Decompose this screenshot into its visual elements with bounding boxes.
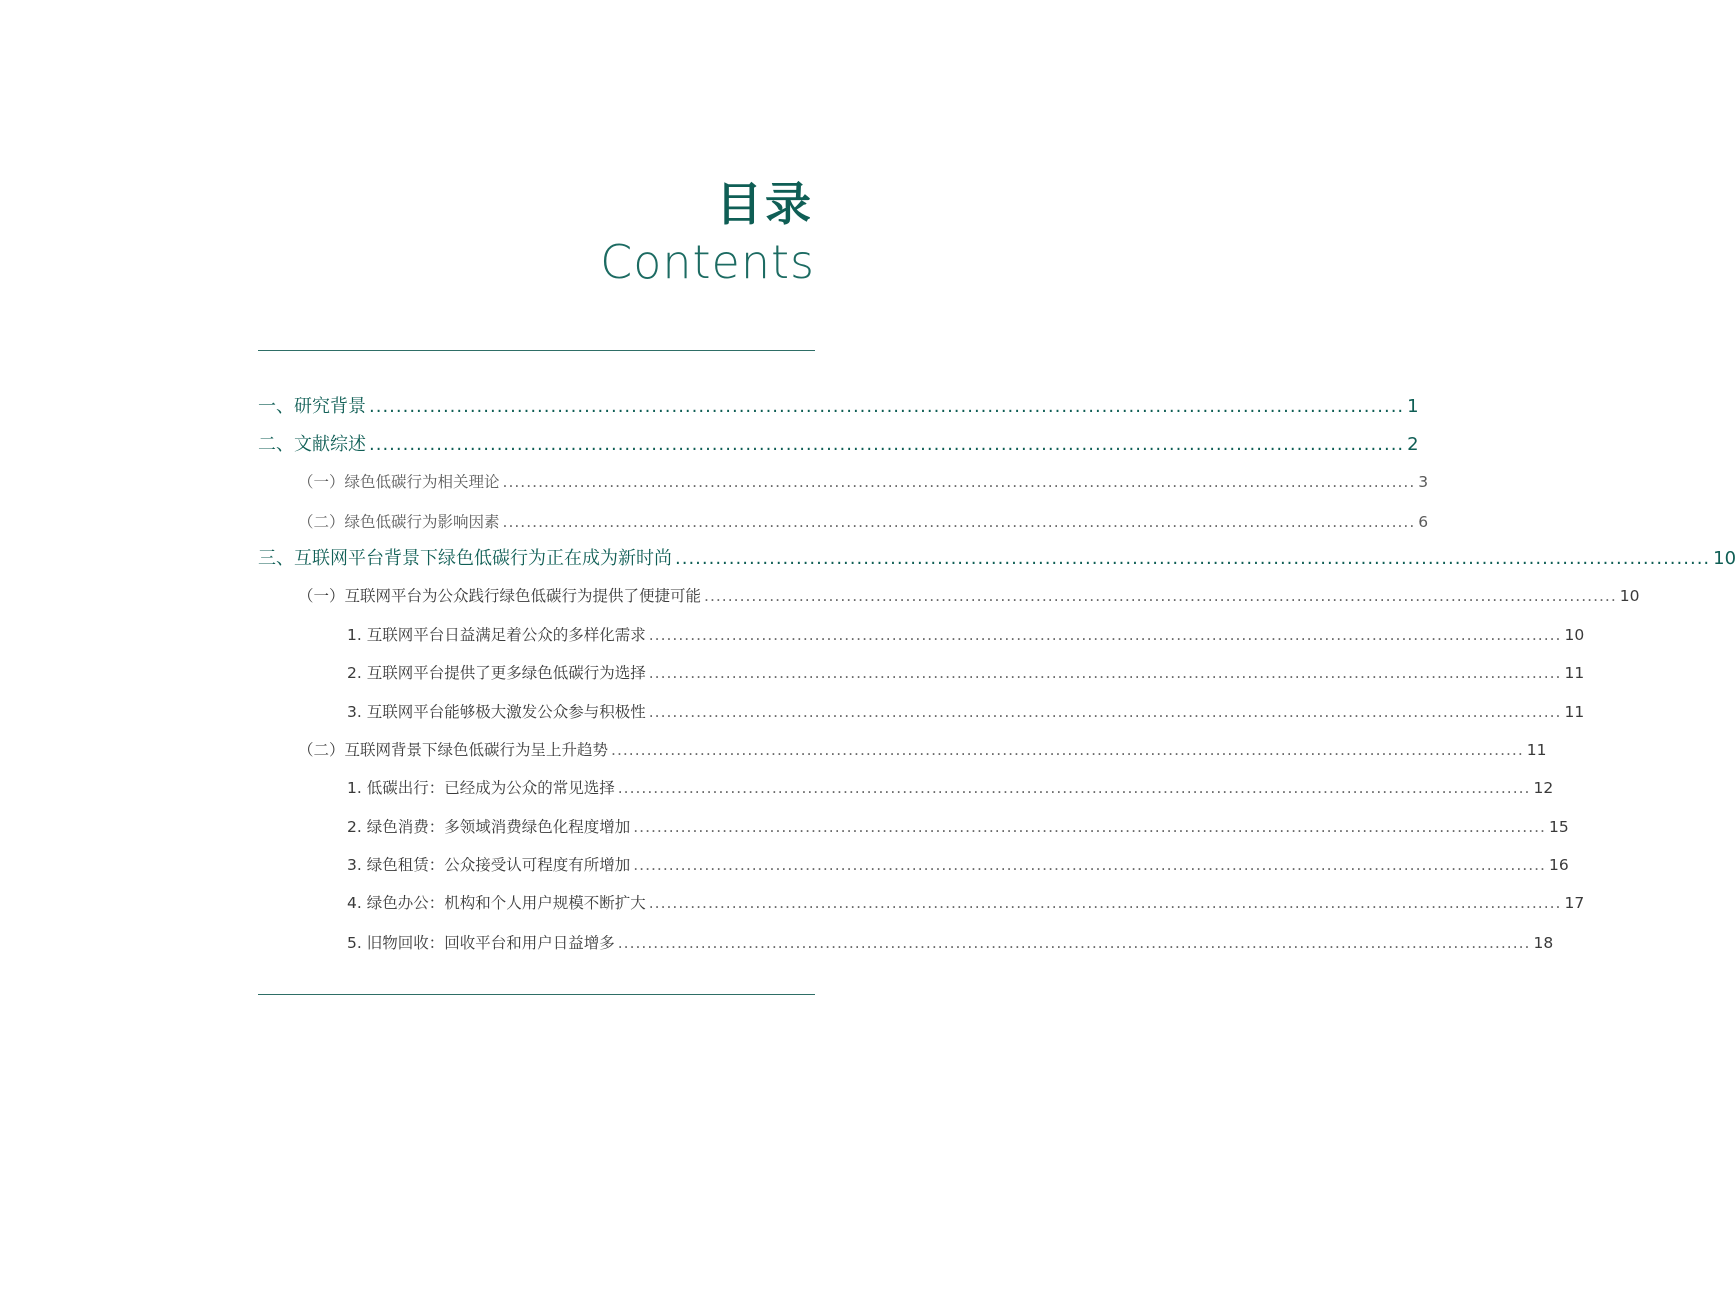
toc-page-number: 3: [1418, 473, 1429, 491]
toc-entry-title: 5. 旧物回收：回收平台和用户日益增多: [347, 934, 615, 952]
toc-page-number: 12: [1533, 779, 1554, 797]
page-title-chinese: 目录: [716, 177, 814, 231]
toc-entry-title: 3. 互联网平台能够极大激发公众参与积极性: [347, 703, 646, 721]
dot-leader: ..........................................................................................................................................................: [648, 703, 1562, 721]
toc-page-number: 2: [1407, 434, 1419, 455]
toc-entry-title: 1. 低碳出行：已经成为公众的常见选择: [347, 779, 615, 797]
toc-page-number: 15: [1548, 818, 1569, 836]
page-title-english: Contents: [600, 235, 815, 289]
toc-entry-section-3-2-2[interactable]: [347, 815, 1569, 841]
toc-entry-section-3[interactable]: [258, 544, 1736, 574]
dot-leader: ..........................................................................................................................................................: [369, 396, 1405, 417]
toc-entry-title: （二）互联网背景下绿色低碳行为呈上升趋势: [298, 741, 609, 759]
toc-entry-section-3-2-4[interactable]: [347, 891, 1585, 917]
toc-entry-title: 4. 绿色办公：机构和个人用户规模不断扩大: [347, 894, 646, 912]
bottom-divider: [258, 994, 815, 995]
toc-entry-title: （一）互联网平台为公众践行绿色低碳行为提供了便捷可能: [298, 587, 702, 605]
dot-leader: ..........................................................................................................................................................: [675, 548, 1711, 569]
toc-entry-section-3-1-2[interactable]: [347, 661, 1585, 687]
toc-entry-title: 1. 互联网平台日益满足着公众的多样化需求: [347, 626, 646, 644]
toc-page-number: 10: [1564, 626, 1585, 644]
toc-entry-section-3-1-3[interactable]: [347, 700, 1585, 726]
dot-leader: ..........................................................................................................................................................: [611, 741, 1524, 759]
dot-leader: ..........................................................................................................................................................: [617, 779, 1531, 797]
toc-page-number: 17: [1564, 894, 1585, 912]
toc-entry-section-2-1[interactable]: [298, 470, 1429, 496]
toc-entry-title: 2. 绿色消费：多领域消费绿色化程度增加: [347, 818, 631, 836]
toc-entry-title: （一）绿色低碳行为相关理论: [298, 473, 500, 491]
toc-page-number: 10: [1619, 587, 1640, 605]
toc-page-number: 6: [1418, 513, 1429, 531]
toc-page-number: 18: [1533, 934, 1554, 952]
toc-entry-section-2-2[interactable]: [298, 510, 1429, 536]
toc-entry-section-3-2-1[interactable]: [347, 776, 1554, 802]
toc-page-number: 11: [1526, 741, 1547, 759]
dot-leader: ..........................................................................................................................................................: [502, 473, 1416, 491]
toc-entry-section-3-2[interactable]: [298, 738, 1547, 764]
dot-leader: ..........................................................................................................................................................: [704, 587, 1617, 605]
toc-entry-title: （二）绿色低碳行为影响因素: [298, 513, 500, 531]
toc-entry-title: 一、研究背景: [258, 396, 366, 417]
toc-entry-section-2[interactable]: [258, 430, 1419, 460]
toc-page-number: 11: [1564, 703, 1585, 721]
dot-leader: ..........................................................................................................................................................: [648, 894, 1562, 912]
toc-page-number: 16: [1548, 856, 1569, 874]
toc-page-number: 11: [1564, 664, 1585, 682]
dot-leader: ..........................................................................................................................................................: [648, 664, 1562, 682]
toc-entry-section-3-2-5[interactable]: [347, 931, 1554, 957]
dot-leader: ..........................................................................................................................................................: [648, 626, 1562, 644]
toc-entry-section-3-1-1[interactable]: [347, 623, 1585, 649]
dot-leader: ..........................................................................................................................................................: [617, 934, 1531, 952]
toc-page-number: 10: [1713, 548, 1736, 569]
dot-leader: ..........................................................................................................................................................: [633, 818, 1546, 836]
toc-entry-section-1[interactable]: [258, 392, 1419, 422]
toc-entry-title: 3. 绿色租赁：公众接受认可程度有所增加: [347, 856, 631, 874]
toc-entry-section-3-2-3[interactable]: [347, 853, 1569, 879]
toc-entry-title: 三、互联网平台背景下绿色低碳行为正在成为新时尚: [258, 548, 672, 569]
toc-entry-title: 二、文献综述: [258, 434, 366, 455]
dot-leader: ..........................................................................................................................................................: [369, 434, 1405, 455]
dot-leader: ..........................................................................................................................................................: [502, 513, 1416, 531]
toc-entry-section-3-1[interactable]: [298, 584, 1640, 610]
top-divider: [258, 350, 815, 351]
dot-leader: ..........................................................................................................................................................: [633, 856, 1546, 874]
toc-page-number: 1: [1407, 396, 1419, 417]
toc-entry-title: 2. 互联网平台提供了更多绿色低碳行为选择: [347, 664, 646, 682]
